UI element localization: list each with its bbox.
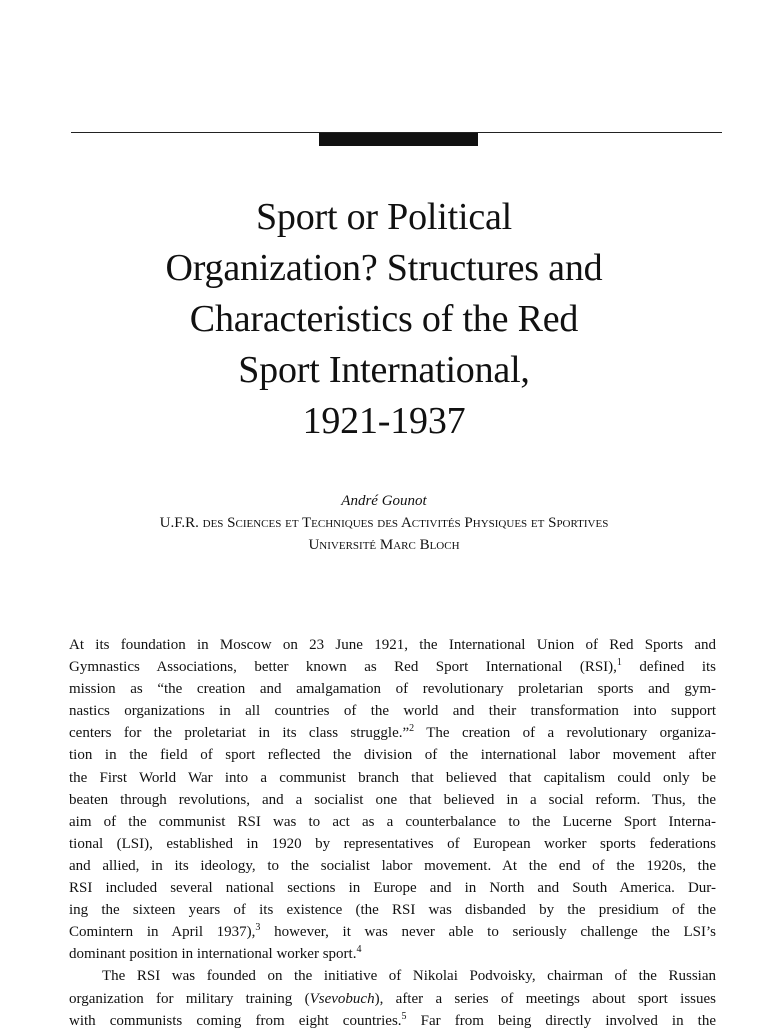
body-line: aim of the communist RSI was to act as a counterbalance to the Lucerne Sport Interna- <box>69 813 716 830</box>
body-line: RSI included several national sections in Europe and in North and South America. Dur- <box>69 880 716 897</box>
body-line: organization for military training (Vsevobuch), after a series of meetings about sport issues <box>69 990 716 1007</box>
author-name: André Gounot <box>341 493 427 509</box>
header-rule-bar <box>319 133 478 146</box>
body-line: dominant position in international worker sport.$^4$ <box>69 944 362 963</box>
body-line: and allied, in its ideology, to the socialist labor movement. At the end of the 1920s, the <box>69 857 716 874</box>
title-line: Characteristics of the Red <box>189 298 579 340</box>
title-line: Organization? Structures and <box>165 247 603 289</box>
body-line: with communists coming from eight countries.$^5$ Far from being directly involved in the <box>69 1010 717 1029</box>
affiliation-university: Université Marc Bloch <box>308 537 460 553</box>
footnote-ref[interactable]: 5 <box>401 1010 407 1022</box>
body-line: Comintern in April 1937),$^3$ however, it was never able to seriously challenge the LSI’s <box>69 922 716 941</box>
body-line: beaten through revolutions, and a socialist one that believed in a social reform. Thus, the <box>69 791 716 808</box>
title-line: 1921-1937 <box>302 400 466 442</box>
body-line: centers for the proletariat in its class struggle.”$^2$ The creation of a revolutionary organiza- <box>69 723 716 742</box>
article-title <box>84 192 684 447</box>
body-line: tion in the field of sport reflected the division of the international labor movement after <box>69 747 716 764</box>
italic-term: Vsevobuch <box>309 990 375 1007</box>
footnote-ref[interactable]: 1 <box>616 657 622 669</box>
title-line: Sport or Political <box>255 196 513 238</box>
body-line: The RSI was founded on the initiative of Nikolai Podvoisky, chairman of the Russian <box>102 968 716 985</box>
paragraph-1 <box>69 634 716 965</box>
footnote-ref[interactable]: 2 <box>409 723 415 735</box>
body-line: mission as “the creation and amalgamation of revolutionary proletarian sports and gym- <box>69 681 716 698</box>
body-line: nastics organizations in all countries of the world and their transformation into support <box>69 703 716 720</box>
affiliation-department: U.F.R. des Sciences et Techniques des Activités Physiques et Sportives <box>159 515 609 531</box>
body-line: At its foundation in Moscow on 23 June 1921, the International Union of Red Sports and <box>69 637 716 653</box>
footnote-ref[interactable]: 3 <box>255 922 261 934</box>
body-line: Gymnastics Associations, better known as Red Sport International (RSI),$^1$ defined its <box>69 657 716 676</box>
body-line: the First World War into a communist branch that believed that capitalism could only be <box>69 769 716 786</box>
title-line: Sport International, <box>238 349 530 391</box>
footnote-ref[interactable]: 4 <box>356 944 362 956</box>
article-body <box>69 634 716 1032</box>
body-line: tional (LSI), established in 1920 by representatives of European worker sports federations <box>69 835 716 852</box>
body-line: ing the sixteen years of its existence (the RSI was disbanded by the presidium of the <box>69 902 716 919</box>
paragraph-2 <box>69 965 716 1031</box>
